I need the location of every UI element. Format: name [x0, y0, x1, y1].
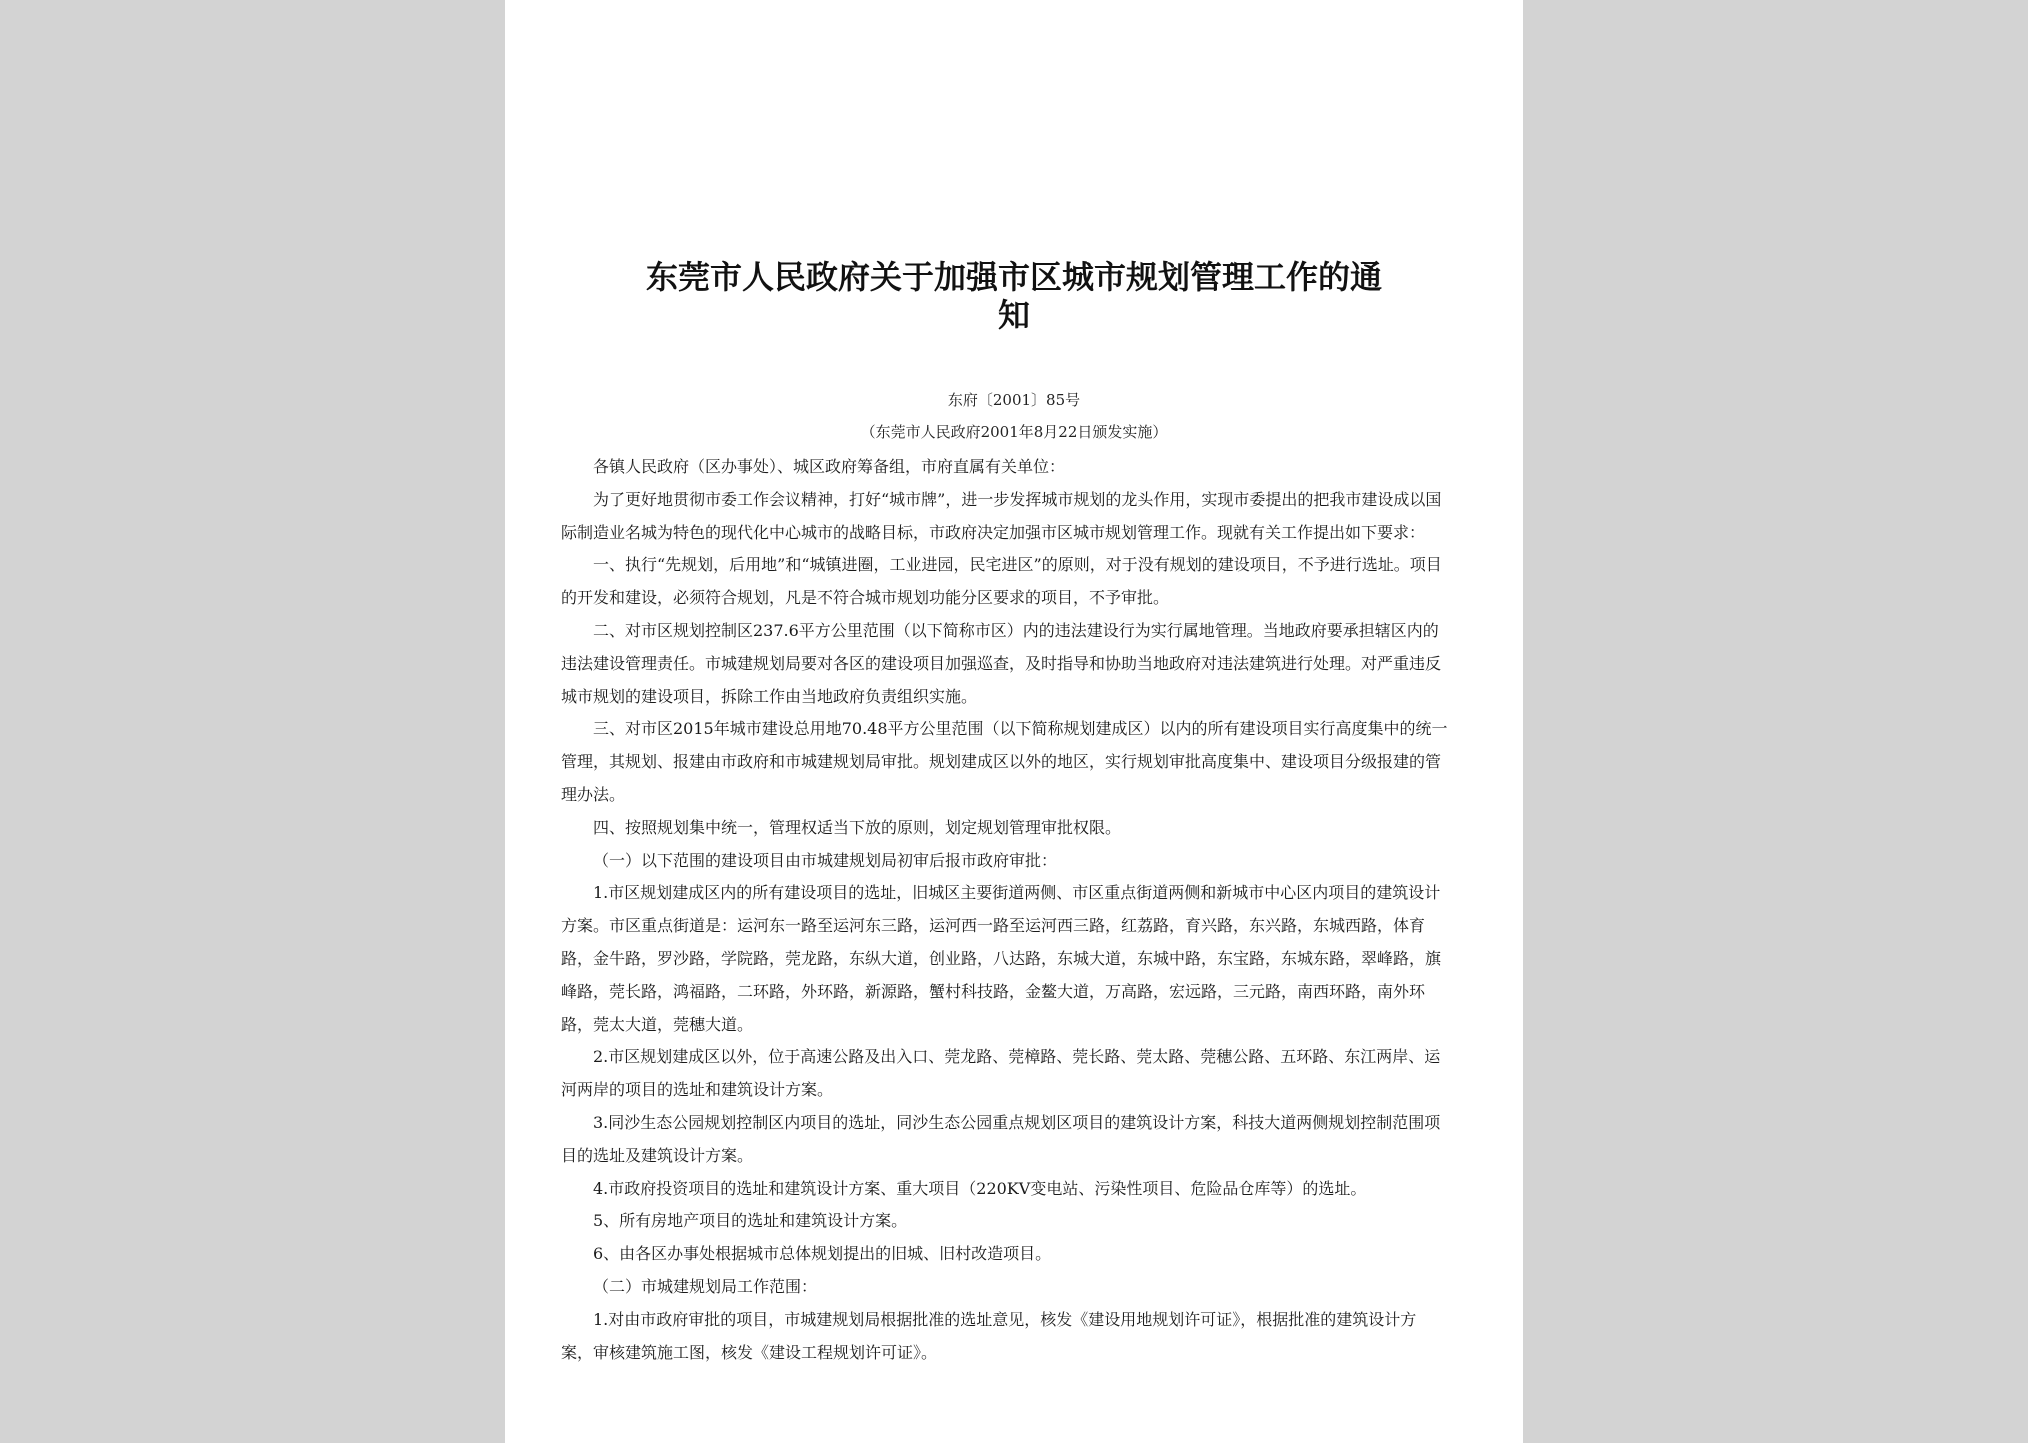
document-number: 东府〔2001〕85号 — [947, 391, 1081, 409]
document-title — [505, 258, 1523, 334]
paragraph — [561, 845, 1473, 878]
paragraph-line: 1.对由市政府审批的项目，市城建规划局根据批准的选址意见，核发《建设用地规划许可证》，根据批准的建筑设计方 — [593, 1309, 1417, 1329]
paragraph-line: 四、按照规划集中统一，管理权适当下放的原则，划定规划管理审批权限。 — [593, 817, 1122, 837]
paragraph-line: 城市规划的建设项目，拆除工作由当地政府负责组织实施。 — [561, 686, 978, 706]
paragraph — [561, 1238, 1473, 1271]
paragraph-line: 际制造业名城为特色的现代化中心城市的战略目标，市政府决定加强市区城市规划管理工作。现就有关工作提出如下要求： — [561, 522, 1426, 542]
paragraph-line: 理办法。 — [561, 784, 626, 804]
paragraph — [561, 1041, 1473, 1107]
paragraph-line: 5、所有房地产项目的选址和建筑设计方案。 — [593, 1211, 908, 1231]
paragraph-line: 为了更好地贯彻市委工作会议精神，打好“城市牌”，进一步发挥城市规划的龙头作用，实现市委提出的把我市建设成以国 — [593, 489, 1442, 509]
paragraph — [561, 615, 1473, 713]
paragraph-line: 管理，其规划、报建由市政府和市城建规划局审批。规划建成区以外的地区，实行规划审批高度集中、建设项目分级报建的管 — [561, 752, 1442, 772]
title-line: 知 — [997, 296, 1030, 334]
paragraph-line: 目的选址及建筑设计方案。 — [561, 1145, 754, 1165]
paragraph — [561, 1173, 1473, 1206]
document-body — [561, 451, 1473, 1369]
paragraph-line: 峰路，莞长路，鸿福路，二环路，外环路，新源路，蟹村科技路，金鳌大道，万高路，宏远路，三元路，南西环路，南外环 — [561, 981, 1426, 1001]
paragraph — [561, 549, 1473, 615]
paragraph — [561, 484, 1473, 550]
paragraph-line: 3.同沙生态公园规划控制区内项目的选址，同沙生态公园重点规划区项目的建筑设计方案，科技大道两侧规划控制范围项 — [593, 1112, 1441, 1132]
issue-date-note: （东莞市人民政府2001年8月22日颁发实施） — [860, 423, 1168, 441]
paragraph-line: 路，金牛路，罗沙路，学院路，莞龙路，东纵大道，创业路，八达路，东城大道，东城中路，东宝路，东城东路，翠峰路，旗 — [561, 948, 1442, 968]
paragraph-line: 2.市区规划建成区以外，位于高速公路及出入口、莞龙路、莞樟路、莞长路、莞太路、莞穗公路、五环路、东江两岸、运 — [593, 1047, 1441, 1067]
paragraph-line: 各镇人民政府（区办事处）、城区政府筹备组，市府直属有关单位： — [593, 457, 1066, 476]
paragraph-line: 的开发和建设，必须符合规划，凡是不符合城市规划功能分区要求的项目，不予审批。 — [561, 588, 1170, 608]
paragraph — [561, 713, 1473, 811]
paragraph-line: 6、由各区办事处根据城市总体规划提出的旧城、旧村改造项目。 — [593, 1244, 1052, 1264]
paragraph-line: 路，莞太大道，莞穗大道。 — [561, 1014, 754, 1034]
paragraph-line: 1.市区规划建成区内的所有建设项目的选址，旧城区主要街道两侧、市区重点街道两侧和新城市中心区内项目的建筑设计 — [593, 883, 1441, 903]
paragraph-line: 河两岸的项目的选址和建筑设计方案。 — [561, 1080, 834, 1100]
paragraph-line: 案，审核建筑施工图，核发《建设工程规划许可证》。 — [561, 1342, 938, 1362]
paragraph — [561, 1107, 1473, 1173]
paragraph — [561, 451, 1473, 484]
paragraph-line: 4.市政府投资项目的选址和建筑设计方案、重大项目（220KV变电站、污染性项目、危险品仓库等）的选址。 — [593, 1178, 1367, 1198]
paragraph — [561, 1304, 1473, 1370]
paragraph — [561, 1205, 1473, 1238]
paragraph-line: 一、执行“先规划，后用地”和“城镇进圈，工业进园，民宅进区”的原则，对于没有规划的建设项目，不予进行选址。项目 — [593, 555, 1442, 575]
paragraph-line: （二）市城建规划局工作范围： — [593, 1276, 818, 1296]
paragraph-line: 违法建设管理责任。市城建规划局要对各区的建设项目加强巡查，及时指导和协助当地政府对违法建筑进行处理。对严重违反 — [561, 653, 1442, 673]
paragraph — [561, 812, 1473, 845]
document-page — [505, 0, 1523, 1443]
paragraph — [561, 1271, 1473, 1304]
paragraph-line: （一）以下范围的建设项目由市城建规划局初审后报市政府审批： — [593, 850, 1058, 870]
paragraph-line: 方案。市区重点街道是：运河东一路至运河东三路，运河西一路至运河西三路，红荔路，育兴路，东兴路，东城西路，体育 — [561, 916, 1426, 936]
paragraph-line: 二、对市区规划控制区237.6平方公里范围（以下简称市区）内的违法建设行为实行属地管理。当地政府要承担辖区内的 — [593, 620, 1439, 640]
paragraph-line: 三、对市区2015年城市建设总用地70.48平方公里范围（以下简称规划建成区）以内的所有建设项目实行高度集中的统一 — [593, 719, 1448, 739]
paragraph — [561, 877, 1473, 1041]
title-line: 东莞市人民政府关于加强市区城市规划管理工作的通 — [645, 258, 1382, 296]
